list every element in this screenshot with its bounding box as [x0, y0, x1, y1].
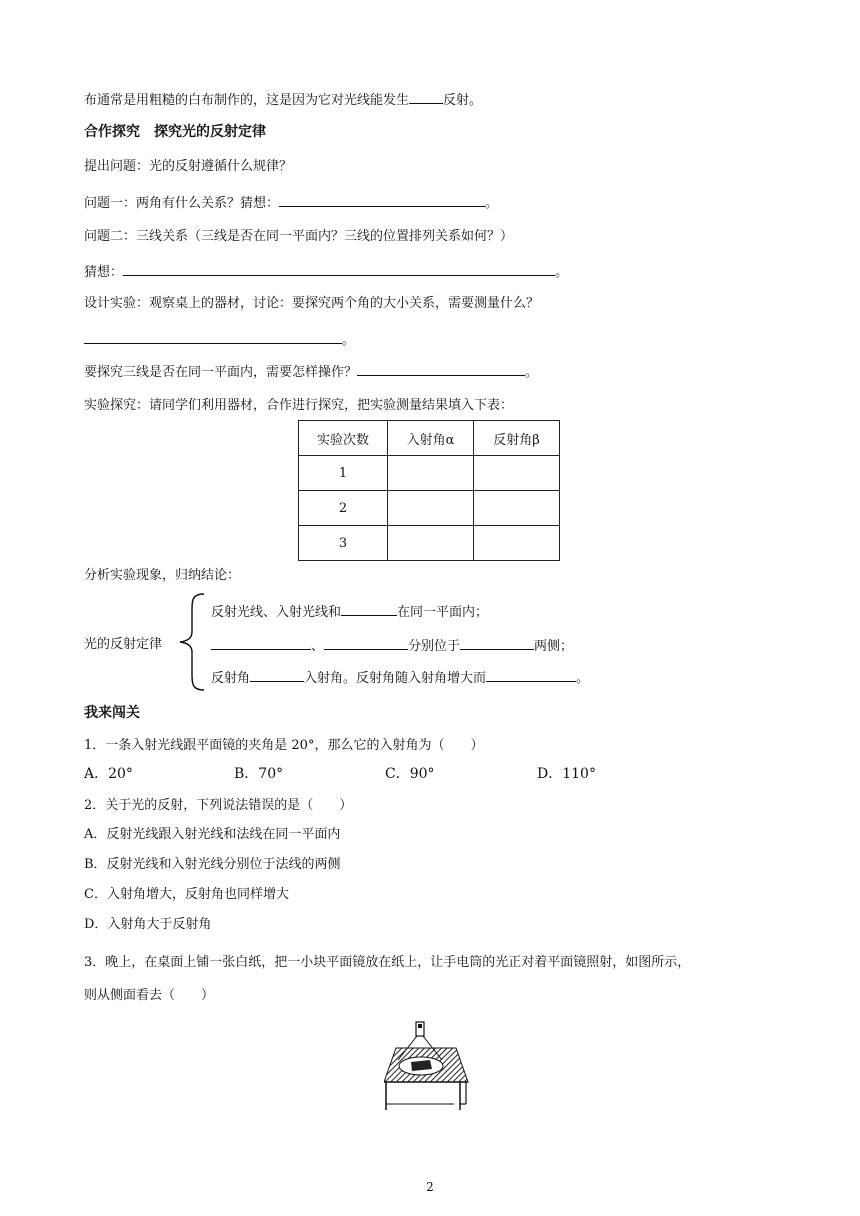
guess-label: 猜想： — [84, 265, 124, 280]
law-item-2 — [211, 636, 573, 656]
table-cell-input[interactable] — [388, 456, 474, 491]
section-title-explore: 合作探究 探究光的反射定律 — [84, 124, 266, 140]
section-title-challenge: 我来闯关 — [84, 705, 140, 721]
table-cell-input[interactable] — [474, 526, 560, 561]
guess-end: 。 — [555, 265, 569, 280]
answer-blank[interactable] — [279, 193, 485, 207]
table-header: 实验次数 — [299, 421, 388, 456]
design-answer — [84, 330, 355, 350]
problem-1-option-a[interactable]: A．20° — [84, 766, 133, 782]
table-header: 入射角α — [388, 421, 474, 456]
problem-2-stem: 2．关于光的反射，下列说法错误的是（ ） — [84, 798, 353, 813]
question-one — [84, 193, 498, 213]
problem-1-option-b[interactable]: B．70° — [234, 766, 284, 782]
answer-blank[interactable] — [324, 636, 408, 650]
problem-1-stem: 1．一条入射光线跟平面镜的夹角是 20°，那么它的入射角为（ ） — [84, 738, 484, 753]
answer-blank[interactable] — [486, 668, 576, 682]
table-row — [299, 491, 560, 526]
law-item-3-text: 反射角 — [211, 671, 251, 686]
table-cell: 1 — [299, 456, 388, 491]
intro-text: 布通常是用粗糙的白布制作的，这是因为它对光线能发生 — [84, 93, 410, 108]
problem-3-stem-line1: 3．晚上，在桌面上铺一张白纸，把一小块平面镜放在纸上，让手电筒的光正对着平面镜照射，如图所示， — [84, 955, 691, 970]
table-row — [299, 456, 560, 491]
law-label: 光的反射定律 — [84, 637, 163, 652]
problem-2-option-c[interactable]: C．入射角增大，反射角也同样增大 — [84, 887, 289, 902]
law-item-3-end: 。 — [576, 671, 590, 686]
table-cell-input[interactable] — [388, 491, 474, 526]
law-item-1-end: 在同一平面内； — [397, 605, 489, 620]
law-item-3-mid: 入射角。反射角随入射角增大而 — [304, 671, 487, 686]
intro-text-end: 反射。 — [443, 93, 483, 108]
plane-question-text: 要探究三线是否在同一平面内，需要怎样操作？ — [84, 365, 358, 380]
answer-blank[interactable] — [341, 602, 397, 616]
design-experiment: 设计实验：观察桌上的器材，讨论：要探究两个角的大小关系，需要测量什么？ — [84, 296, 540, 311]
answer-blank[interactable] — [211, 636, 311, 650]
table-cell-input[interactable] — [474, 456, 560, 491]
plane-question — [84, 362, 538, 382]
table-header: 反射角β — [474, 421, 560, 456]
law-item-2-end: 两侧； — [534, 639, 574, 654]
law-item-2-mid: 分别位于 — [408, 639, 461, 654]
table-cell-input[interactable] — [388, 526, 474, 561]
answer-blank[interactable] — [409, 90, 443, 104]
question-two: 问题二：三线关系（三线是否在同一平面内？三线的位置排列关系如何？） — [84, 229, 514, 244]
table-cell: 3 — [299, 526, 388, 561]
problem-2-option-d[interactable]: D．入射角大于反射角 — [84, 917, 212, 932]
problem-2-option-a[interactable]: A．反射光线跟入射光线和法线在同一平面内 — [84, 827, 341, 842]
guess-line — [84, 262, 568, 282]
answer-blank[interactable] — [357, 362, 525, 376]
flashlight-mirror-figure — [384, 1020, 474, 1116]
problem-3-stem-line2: 则从侧面看去（ ） — [84, 988, 215, 1003]
question-one-text: 问题一：两角有什么关系？猜想： — [84, 196, 280, 211]
law-item-1-text: 反射光线、入射光线和 — [211, 605, 342, 620]
design-answer-end: 。 — [342, 333, 356, 348]
problem-1-option-d[interactable]: D．110° — [537, 766, 596, 782]
problem-2-option-b[interactable]: B．反射光线和入射光线分别位于法线的两侧 — [84, 857, 341, 872]
table-cell: 2 — [299, 491, 388, 526]
answer-blank[interactable] — [460, 636, 534, 650]
raise-question: 提出问题：光的反射遵循什么规律？ — [84, 159, 293, 174]
experiment-table — [298, 420, 560, 561]
question-one-end: 。 — [485, 196, 499, 211]
intro-line — [84, 90, 482, 110]
law-item-2-sep: 、 — [311, 639, 325, 654]
analysis-line: 分析实验现象，归纳结论： — [84, 568, 241, 583]
law-item-3 — [211, 668, 589, 688]
problem-1-option-c[interactable]: C．90° — [385, 766, 435, 782]
table-header-row — [299, 421, 560, 456]
answer-blank[interactable] — [123, 262, 555, 276]
curly-brace-icon — [176, 592, 208, 692]
answer-blank[interactable] — [84, 330, 342, 344]
table-cell-input[interactable] — [474, 491, 560, 526]
explore-instruction: 实验探究：请同学们利用器材，合作进行探究，把实验测量结果填入下表： — [84, 398, 514, 413]
table-row — [299, 526, 560, 561]
page-number: 2 — [426, 1180, 434, 1194]
plane-question-end: 。 — [525, 365, 539, 380]
law-item-1 — [211, 602, 488, 622]
answer-blank[interactable] — [250, 668, 304, 682]
